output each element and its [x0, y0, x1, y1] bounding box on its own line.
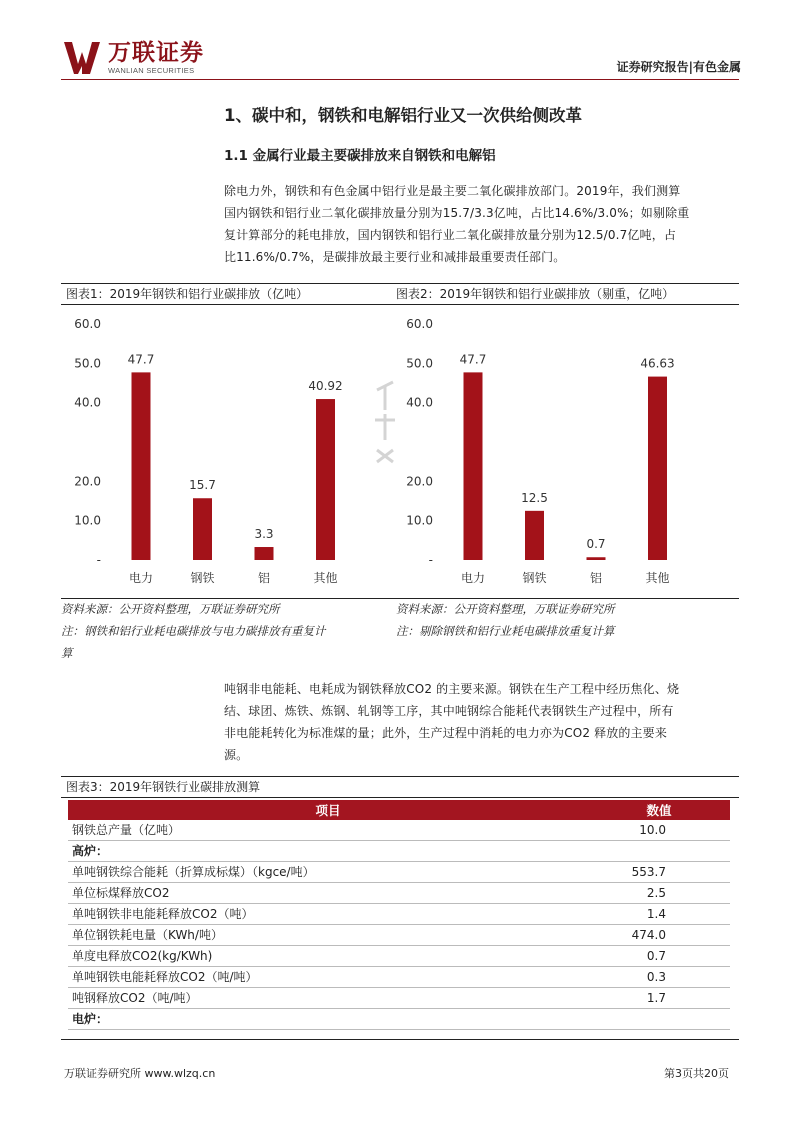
row-value: 1.7 [588, 988, 730, 1009]
y-tick-label: - [428, 553, 433, 567]
chart2 [393, 306, 738, 596]
row-label: 吨钢释放CO2（吨/吨） [68, 988, 588, 1009]
chart2-note: 注：剔除钢铁和铝行业耗电碳排放重复计算 [396, 624, 615, 638]
page-number: 第3页共20页 [664, 1067, 729, 1080]
chart1-note: 注：钢铁和铝行业耗电碳排放与电力碳排放有重复计 [61, 624, 326, 638]
table-row [68, 820, 730, 841]
bar-钢铁 [193, 498, 212, 560]
y-tick-label: 60.0 [406, 317, 433, 331]
table-title: 图表3：2019年钢铁行业碳排放测算 [66, 780, 261, 794]
paragraph-line: 除电力外，钢铁和有色金属中铝行业是最主要二氧化碳排放部门。2019年，我们测算 [224, 184, 681, 198]
data-label: 12.5 [521, 490, 548, 505]
subsection-heading: 1.1 金属行业最主要碳排放来自钢铁和电解铝 [224, 148, 496, 164]
logo-text: 万联证券 [108, 40, 204, 66]
y-tick-label: - [96, 553, 101, 567]
bar-电力 [132, 372, 151, 560]
chart1-source: 资料来源：公开资料整理，万联证券研究所 [61, 602, 280, 616]
report-category: 证券研究报告|有色金属 [616, 60, 741, 74]
y-tick-label: 60.0 [74, 317, 101, 331]
chart1-title: 图表1：2019年钢铁和铝行业碳排放（亿吨） [66, 287, 309, 301]
chart1-note-cont: 算 [61, 646, 73, 660]
row-label: 单位钢铁耗电量（KWh/吨） [68, 925, 588, 946]
paragraph-line: 比11.6%/0.7%，是碳排放最主要行业和减排最重要责任部门。 [224, 250, 566, 264]
row-label: 单吨钢铁综合能耗（折算成标煤）（kgce/吨） [68, 862, 588, 883]
header-divider [61, 79, 739, 80]
y-tick-label: 50.0 [406, 356, 433, 371]
row-label: 单吨钢铁电能耗释放CO2（吨/吨） [68, 967, 588, 988]
y-tick-label: 10.0 [406, 513, 433, 528]
y-tick-label: 10.0 [74, 513, 101, 528]
table-header-row [68, 800, 730, 820]
col-header-item: 项目 [68, 800, 588, 820]
x-tick-label: 其他 [645, 571, 670, 585]
data-label: 47.7 [127, 352, 155, 367]
paragraph-line: 非电能耗转化为标准煤的量；此外，生产过程中消耗的电力亦为CO2 释放的主要来 [224, 726, 667, 740]
row-value: 0.7 [588, 946, 730, 967]
chart2-title: 图表2：2019年钢铁和铝行业碳排放（剔重，亿吨） [396, 287, 675, 301]
paragraph-line: 吨钢非电能耗、电耗成为钢铁释放CO2 的主要来源。钢铁在生产工程中经历焦化、烧 [224, 682, 680, 696]
y-tick-label: 20.0 [406, 474, 433, 489]
chart-title-rule [61, 304, 739, 305]
x-tick-label: 铝 [257, 571, 271, 585]
intro-paragraph [224, 180, 689, 268]
row-label: 单吨钢铁非电能耗释放CO2（吨） [68, 904, 588, 925]
watermark [371, 380, 411, 490]
row-label: 钢铁总产量（亿吨） [68, 820, 588, 841]
bar-铝 [255, 547, 274, 560]
emission-table [68, 800, 730, 1030]
row-value: 10.0 [588, 820, 730, 841]
chart-top-rule [61, 283, 739, 284]
table-row [68, 904, 730, 925]
table-row [68, 946, 730, 967]
table-title-rule [61, 797, 739, 798]
logo-w-icon [64, 42, 104, 74]
table-row [68, 967, 730, 988]
data-label: 15.7 [189, 478, 216, 493]
steel-paragraph [224, 678, 679, 766]
paragraph-line: 国内钢铁和铝行业二氧化碳排放量分别为15.7/3.3亿吨，占比14.6%/3.0%；如剔除重 [224, 206, 690, 220]
col-header-value: 数值 [588, 800, 730, 820]
x-tick-label: 钢铁 [190, 571, 215, 585]
logo-subtitle: WANLIAN SECURITIES [108, 66, 195, 75]
row-value: 474.0 [588, 925, 730, 946]
row-value: 0.3 [588, 967, 730, 988]
bar-电力 [464, 372, 483, 560]
chart2-source: 资料来源：公开资料整理，万联证券研究所 [396, 602, 615, 616]
row-label: 电炉： [68, 1009, 588, 1030]
y-tick-label: 40.0 [74, 395, 101, 410]
table-row [68, 841, 730, 862]
footer-source: 万联证券研究所 www.wlzq.cn [64, 1067, 216, 1080]
paragraph-line: 源。 [224, 748, 249, 762]
x-tick-label: 铝 [589, 571, 603, 585]
table-top-rule [61, 776, 739, 777]
row-label: 单度电释放CO2(kg/KWh) [68, 946, 588, 967]
x-tick-label: 其他 [313, 571, 338, 585]
bar-铝 [587, 557, 606, 560]
section-heading: 1、碳中和，钢铁和电解铝行业又一次供给侧改革 [224, 106, 582, 125]
table-row [68, 988, 730, 1009]
row-value [588, 1009, 730, 1030]
bar-钢铁 [525, 511, 544, 560]
table-row [68, 1009, 730, 1030]
y-tick-label: 40.0 [406, 395, 433, 410]
data-label: 0.7 [586, 537, 606, 552]
x-tick-label: 电力 [460, 571, 486, 585]
table-row [68, 883, 730, 904]
row-label: 单位标煤释放CO2 [68, 883, 588, 904]
row-value: 2.5 [588, 883, 730, 904]
row-label: 高炉： [68, 841, 588, 862]
row-value: 1.4 [588, 904, 730, 925]
chart1 [61, 306, 391, 596]
table-row [68, 925, 730, 946]
bar-其他 [316, 399, 335, 560]
data-label: 3.3 [254, 527, 274, 542]
paragraph-line: 复计算部分的耗电排放，国内钢铁和铝行业二氧化碳排放量分别为12.5/0.7亿吨，占 [224, 228, 676, 242]
y-tick-label: 50.0 [74, 356, 101, 371]
paragraph-line: 结、球团、炼铁、炼钢、轧钢等工序，其中吨钢综合能耗代表钢铁生产过程中，所有 [224, 704, 674, 718]
data-label: 46.63 [640, 356, 675, 371]
row-value [588, 841, 730, 862]
data-label: 47.7 [459, 352, 487, 367]
x-tick-label: 钢铁 [522, 571, 547, 585]
table-row [68, 862, 730, 883]
bar-其他 [648, 377, 667, 560]
y-tick-label: 20.0 [74, 474, 101, 489]
footer-divider [61, 1039, 739, 1040]
row-value: 553.7 [588, 862, 730, 883]
data-label: 40.92 [308, 379, 343, 394]
x-tick-label: 电力 [128, 571, 154, 585]
